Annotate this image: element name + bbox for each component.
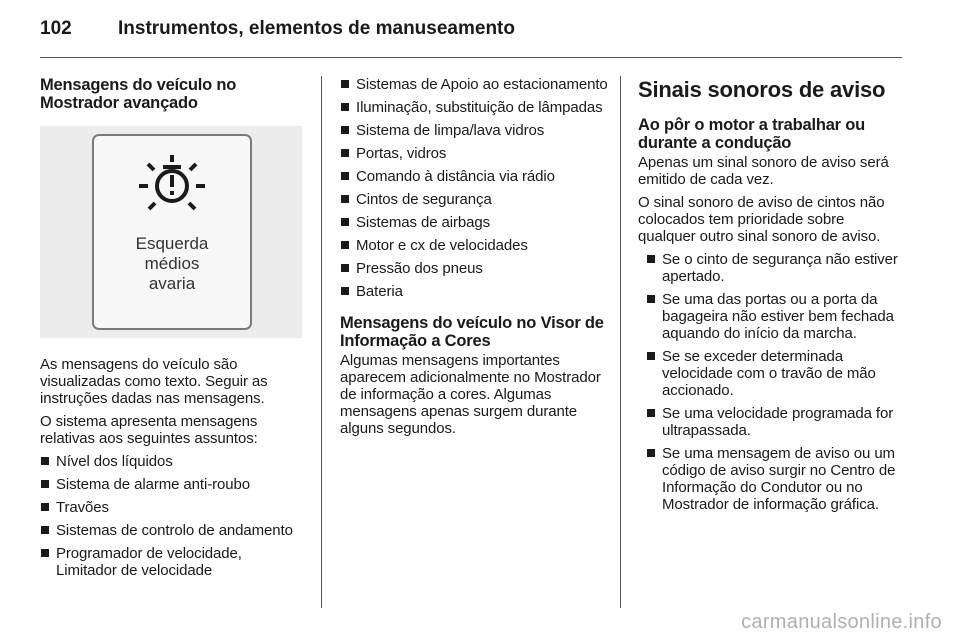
column-1 (40, 76, 304, 579)
display-screen (92, 134, 252, 330)
chime-conditions-list (646, 251, 904, 513)
list-item: Sistema de alarme anti-roubo (40, 476, 304, 493)
list-item: Travões (40, 499, 304, 516)
list-item: Pressão dos pneus (340, 260, 610, 277)
bullet-square-icon (41, 503, 49, 511)
chapter-title: Instrumentos, elementos de manuseamento (118, 18, 515, 39)
paragraph: Algumas mensagens importantes aparecem adicionalmente no Mostrador de informação a cores. Algumas mensagens apenas surgem durante alguns segundos. (340, 352, 601, 437)
list-item: Sistemas de Apoio ao estacionamento (340, 76, 610, 93)
list-item: Sistemas de controlo de andamento (40, 522, 304, 539)
bullet-square-icon (341, 287, 349, 295)
bullet-square-icon (341, 218, 349, 226)
bullet-square-icon (341, 80, 349, 88)
bullet-square-icon (41, 480, 49, 488)
display-message (94, 234, 250, 294)
bullet-square-icon (647, 352, 655, 360)
list-item: Sistema de limpa/lava vidros (340, 122, 610, 139)
display-illustration (40, 126, 302, 338)
list-item: Se se exceder determinada velocidade com o travão de mão accionado. (646, 348, 904, 399)
paragraph: O sistema apresenta mensagens relativas aos seguintes assuntos: (40, 413, 258, 447)
section-heading-color-display: Mensagens do veículo no Visor de Informação a Cores (340, 314, 604, 350)
section-heading-advanced-display: Mensagens do veículo no Mostrador avançado (40, 76, 237, 112)
list-item: Nível dos líquidos (40, 453, 304, 470)
topic-list (40, 453, 304, 579)
page-header (40, 18, 515, 48)
bullet-square-icon (647, 255, 655, 263)
bullet-square-icon (647, 295, 655, 303)
list-item: Programador de velocidade, Limitador de velocidade (40, 545, 304, 579)
bullet-square-icon (341, 241, 349, 249)
bullet-square-icon (341, 172, 349, 180)
list-item: Se uma mensagem de aviso ou um código de aviso surgir no Centro de Informação do Condutor ou no Mostrador de informação gráfica. (646, 445, 904, 513)
column-3 (638, 76, 904, 513)
display-line: Esquerda (135, 234, 209, 253)
bullet-square-icon (341, 103, 349, 111)
list-item: Sistemas de airbags (340, 214, 610, 231)
list-item: Portas, vidros (340, 145, 610, 162)
bullet-square-icon (341, 264, 349, 272)
paragraph: Apenas um sinal sonoro de aviso será emitido de cada vez. (638, 154, 889, 188)
list-item: Se o cinto de segurança não estiver apertado. (646, 251, 904, 285)
section-heading-driving: Ao pôr o motor a trabalhar ou durante a condução (638, 116, 866, 152)
list-item: Bateria (340, 283, 610, 300)
bullet-square-icon (41, 526, 49, 534)
bullet-square-icon (647, 409, 655, 417)
list-item: Cintos de segurança (340, 191, 610, 208)
page-number: 102 (40, 18, 72, 39)
list-item: Comando à distância via rádio (340, 168, 610, 185)
column-2 (340, 76, 610, 437)
display-line: avaria (148, 274, 196, 293)
bullet-square-icon (341, 195, 349, 203)
column-divider-1 (321, 76, 322, 608)
list-item: Iluminação, substituição de lâmpadas (340, 99, 610, 116)
paragraph: As mensagens do veículo são visualizadas como texto. Seguir as instruções dadas nas mensagens. (40, 356, 268, 407)
watermark: carmanualsonline.info (741, 611, 942, 633)
exterior-light-warning-icon (136, 152, 208, 216)
bullet-square-icon (41, 457, 49, 465)
column-divider-2 (620, 76, 621, 608)
list-item: Se uma velocidade programada for ultrapassada. (646, 405, 904, 439)
bullet-square-icon (41, 549, 49, 557)
section-title-warning-chimes: Sinais sonoros de aviso (638, 77, 886, 102)
topic-list-continued (340, 76, 610, 300)
bullet-square-icon (341, 149, 349, 157)
header-rule (40, 57, 902, 58)
bullet-square-icon (341, 126, 349, 134)
bullet-square-icon (647, 449, 655, 457)
list-item: Motor e cx de velocidades (340, 237, 610, 254)
paragraph: O sinal sonoro de aviso de cintos não colocados tem prioridade sobre qualquer outro sinal sonoro de aviso. (638, 194, 885, 245)
list-item: Se uma das portas ou a porta da bagageira não estiver bem fechada aquando do início da marcha. (646, 291, 904, 342)
display-line: médios (144, 254, 200, 273)
